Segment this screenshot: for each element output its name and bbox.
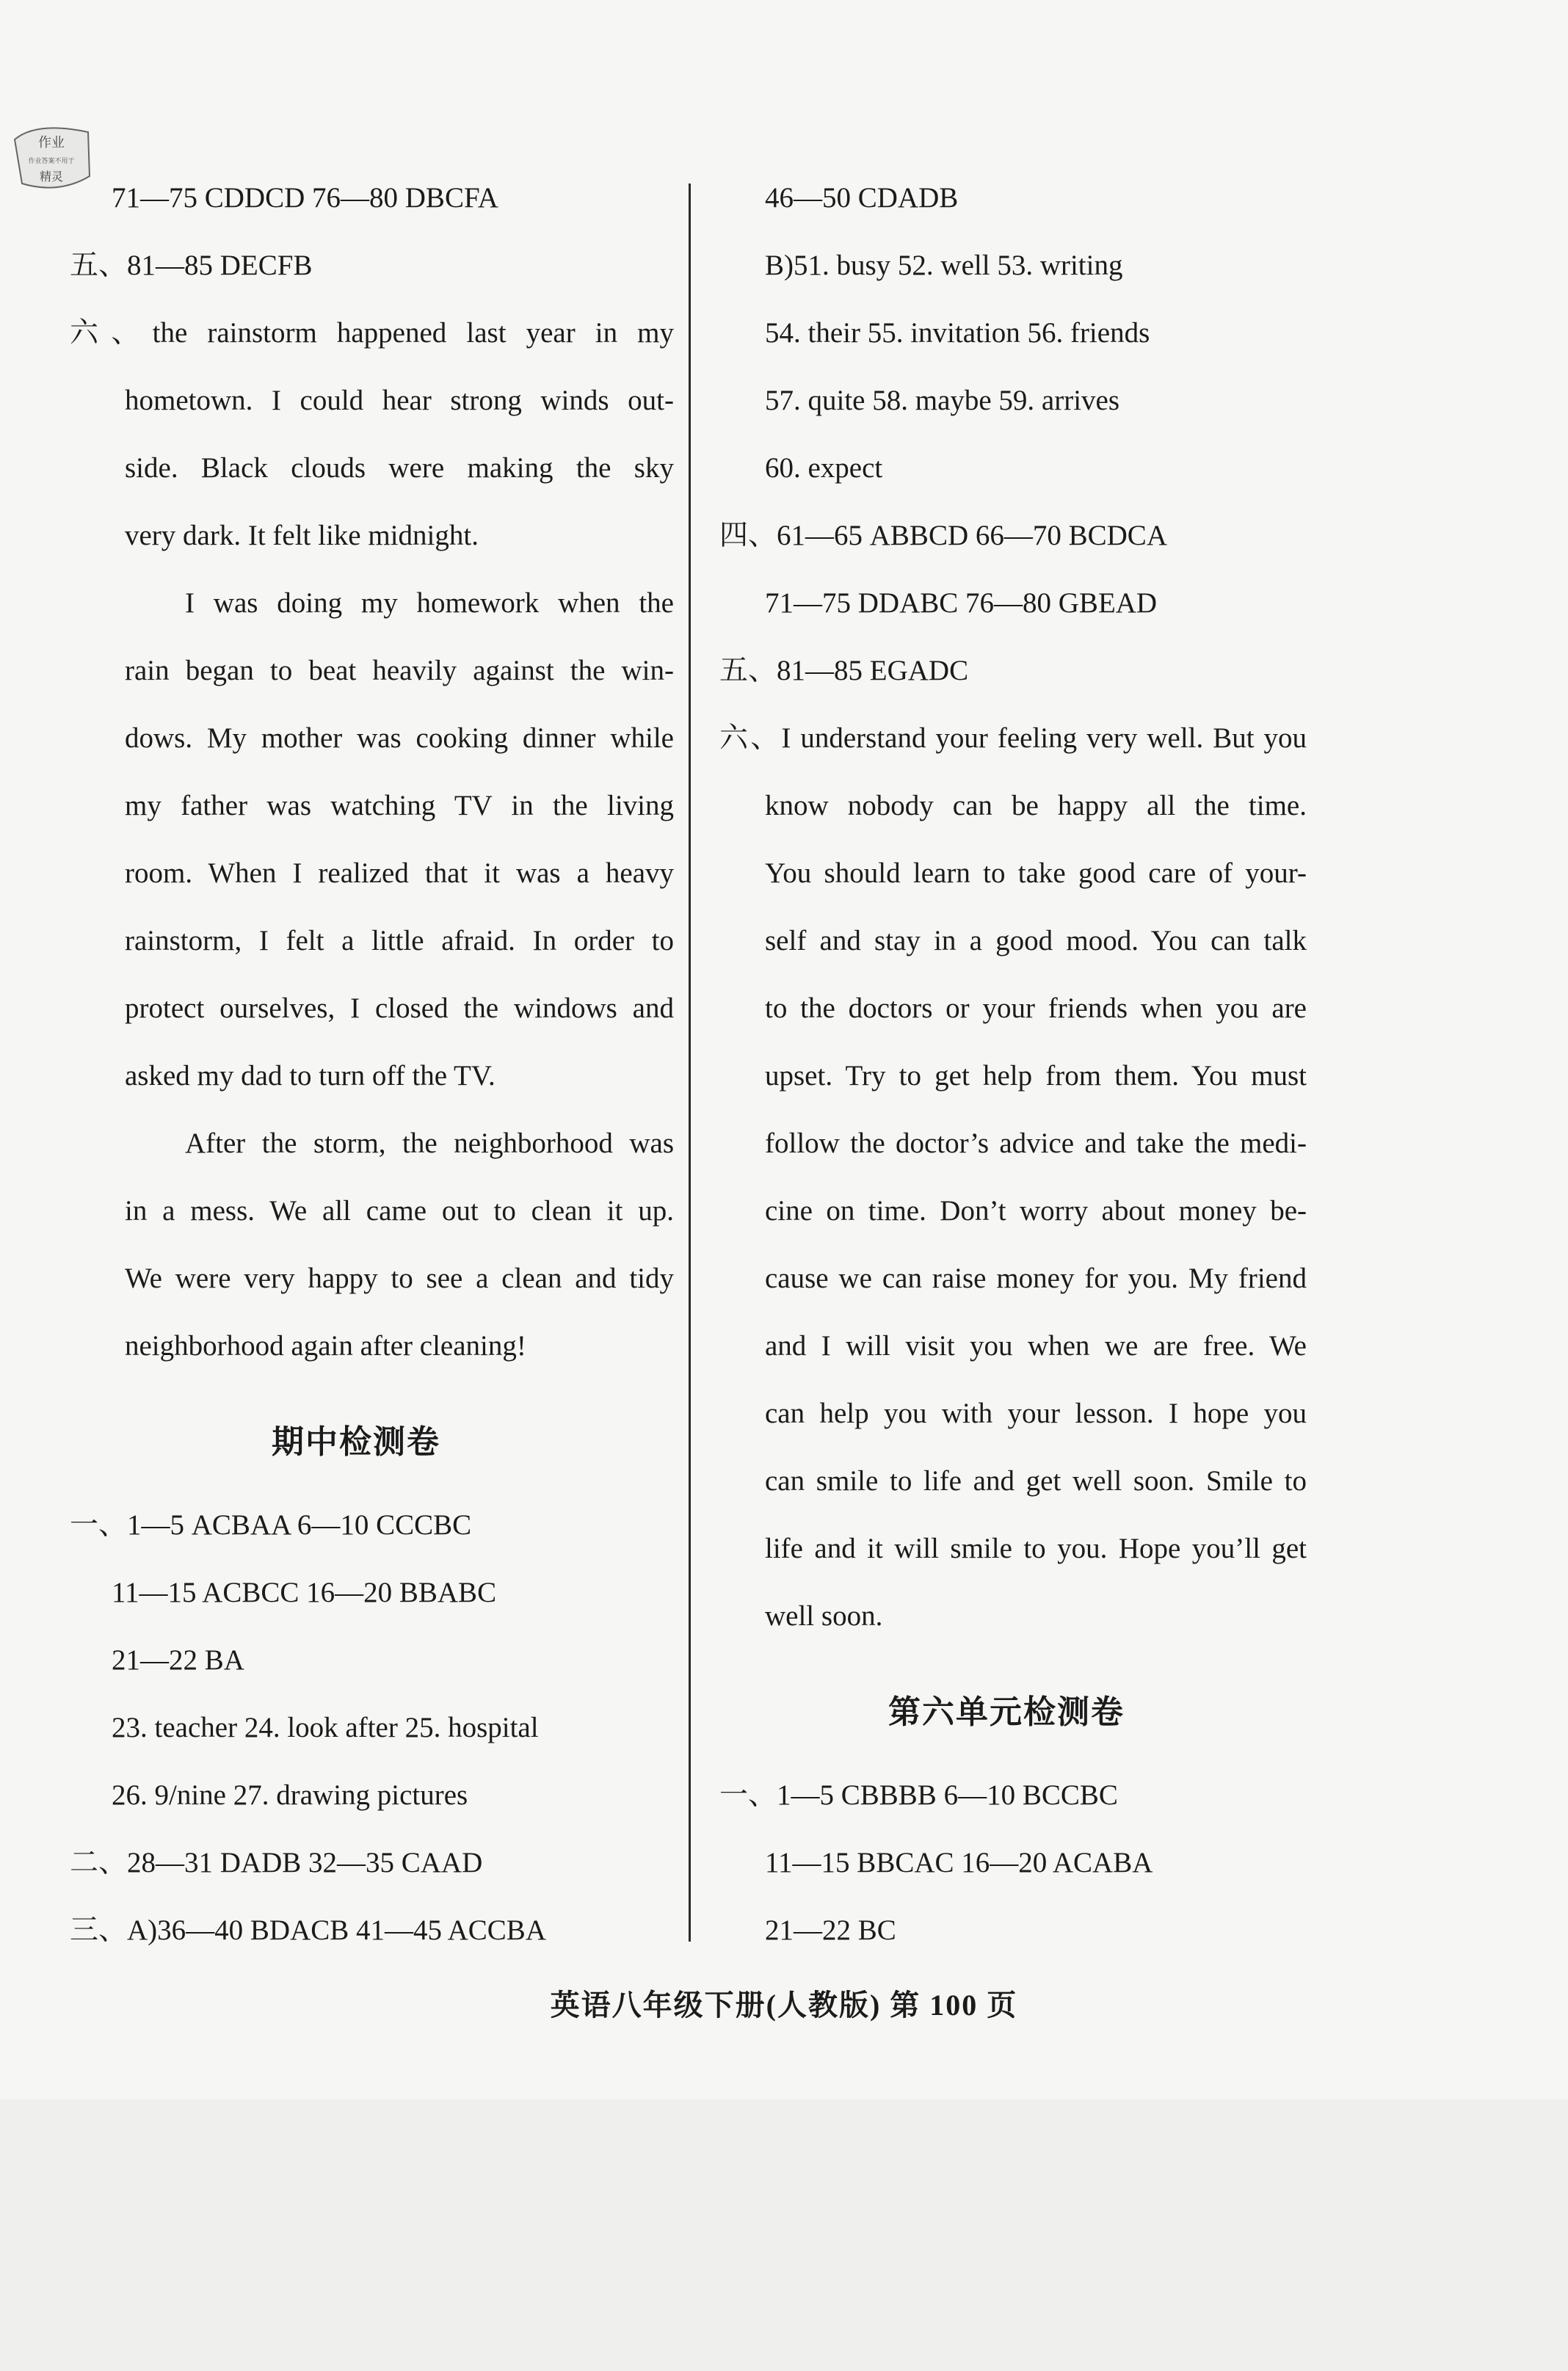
- essay-line: rain began to beat heavily against the win-: [125, 655, 674, 686]
- essay-line: know nobody can be happy all the time.: [765, 790, 1307, 821]
- logo-text-2: 作业答案不用于: [28, 158, 75, 165]
- answer-line: B)51. busy 52. well 53. writing: [765, 250, 1123, 281]
- answer-line: 四、61—65 ABBCD 66—70 BCDCA: [719, 520, 1167, 551]
- answer-line: 五、81—85 DECFB: [70, 250, 313, 281]
- essay-line: and I will visit you when we are free. We: [765, 1330, 1307, 1362]
- essay-line: cause we can raise money for you. My friend: [765, 1263, 1307, 1294]
- essay-line: You should learn to take good care of your-: [765, 857, 1307, 889]
- essay-line: in a mess. We all came out to clean it up.: [125, 1195, 674, 1227]
- essay-line: 六、I understand your feeling very well. But you: [719, 722, 1307, 754]
- essay-line: side. Black clouds were making the sky: [125, 452, 674, 484]
- answer-line: 71—75 DDABC 76—80 GBEAD: [765, 587, 1158, 619]
- answer-line: 71—75 CDDCD 76—80 DBCFA: [112, 182, 498, 214]
- page-footer: 英语八年级下册(人教版) 第 100 页: [550, 1989, 1018, 2022]
- answer-line: 23. teacher 24. look after 25. hospital: [112, 1712, 539, 1743]
- page-margin: [0, 2099, 1568, 2371]
- essay-line: dows. My mother was cooking dinner while: [125, 722, 674, 754]
- essay-line: well soon.: [765, 1600, 883, 1632]
- answer-line: 60. expect: [765, 452, 883, 484]
- essay-line: neighborhood again after cleaning!: [125, 1330, 526, 1362]
- answer-line: 26. 9/nine 27. drawing pictures: [112, 1779, 468, 1811]
- essay-line: 六、the rainstorm happened last year in my: [70, 317, 674, 349]
- answer-line: 一、1—5 ACBAA 6—10 CCCBC: [70, 1509, 472, 1541]
- essay-line: rainstorm, I felt a little afraid. In order to: [125, 925, 674, 956]
- answer-line: 57. quite 58. maybe 59. arrives: [765, 385, 1120, 416]
- essay-line: can smile to life and get well soon. Smile to: [765, 1465, 1307, 1497]
- section-heading: 期中检测卷: [272, 1423, 440, 1461]
- essay-line: room. When I realized that it was a heavy: [125, 857, 674, 889]
- answer-line: 11—15 ACBCC 16—20 BBABC: [112, 1577, 497, 1608]
- answer-line: 54. their 55. invitation 56. friends: [765, 317, 1150, 349]
- essay-line: protect ourselves, I closed the windows and: [125, 992, 674, 1024]
- answer-line: 五、81—85 EGADC: [719, 655, 969, 686]
- essay-line: asked my dad to turn off the TV.: [125, 1060, 496, 1092]
- answer-line: 11—15 BBCAC 16—20 ACABA: [765, 1847, 1153, 1878]
- answer-line: 21—22 BC: [765, 1914, 896, 1946]
- essay-line: I was doing my homework when the: [185, 587, 674, 619]
- essay-line: can help you with your lesson. I hope you: [765, 1398, 1307, 1429]
- column-divider: [689, 184, 691, 1942]
- essay-line: After the storm, the neighborhood was: [185, 1128, 674, 1159]
- essay-line: very dark. It felt like midnight.: [125, 520, 479, 551]
- essay-line: follow the doctor’s advice and take the medi-: [765, 1128, 1307, 1159]
- answer-line: 46—50 CDADB: [765, 182, 959, 214]
- essay-line: We were very happy to see a clean and tidy: [125, 1263, 674, 1294]
- essay-line: self and stay in a good mood. You can talk: [765, 925, 1307, 956]
- answer-line: 二、28—31 DADB 32—35 CAAD: [70, 1847, 483, 1878]
- logo-stamp-icon: [7, 117, 95, 206]
- essay-line: my father was watching TV in the living: [125, 790, 674, 821]
- essay-line: life and it will smile to you. Hope you’ll get: [765, 1533, 1307, 1564]
- essay-line: cine on time. Don’t worry about money be-: [765, 1195, 1307, 1227]
- section-heading: 第六单元检测卷: [888, 1693, 1125, 1731]
- essay-line: to the doctors or your friends when you are: [765, 992, 1307, 1024]
- logo-text-3: 精灵: [39, 170, 64, 184]
- answer-line: 一、1—5 CBBBB 6—10 BCCBC: [719, 1779, 1118, 1811]
- answer-line: 21—22 BA: [112, 1644, 244, 1676]
- answer-line: 三、A)36—40 BDACB 41—45 ACCBA: [70, 1914, 546, 1946]
- essay-line: hometown. I could hear strong winds out-: [125, 385, 674, 416]
- logo-text-1: 作业: [38, 135, 65, 150]
- essay-line: upset. Try to get help from them. You must: [765, 1060, 1307, 1092]
